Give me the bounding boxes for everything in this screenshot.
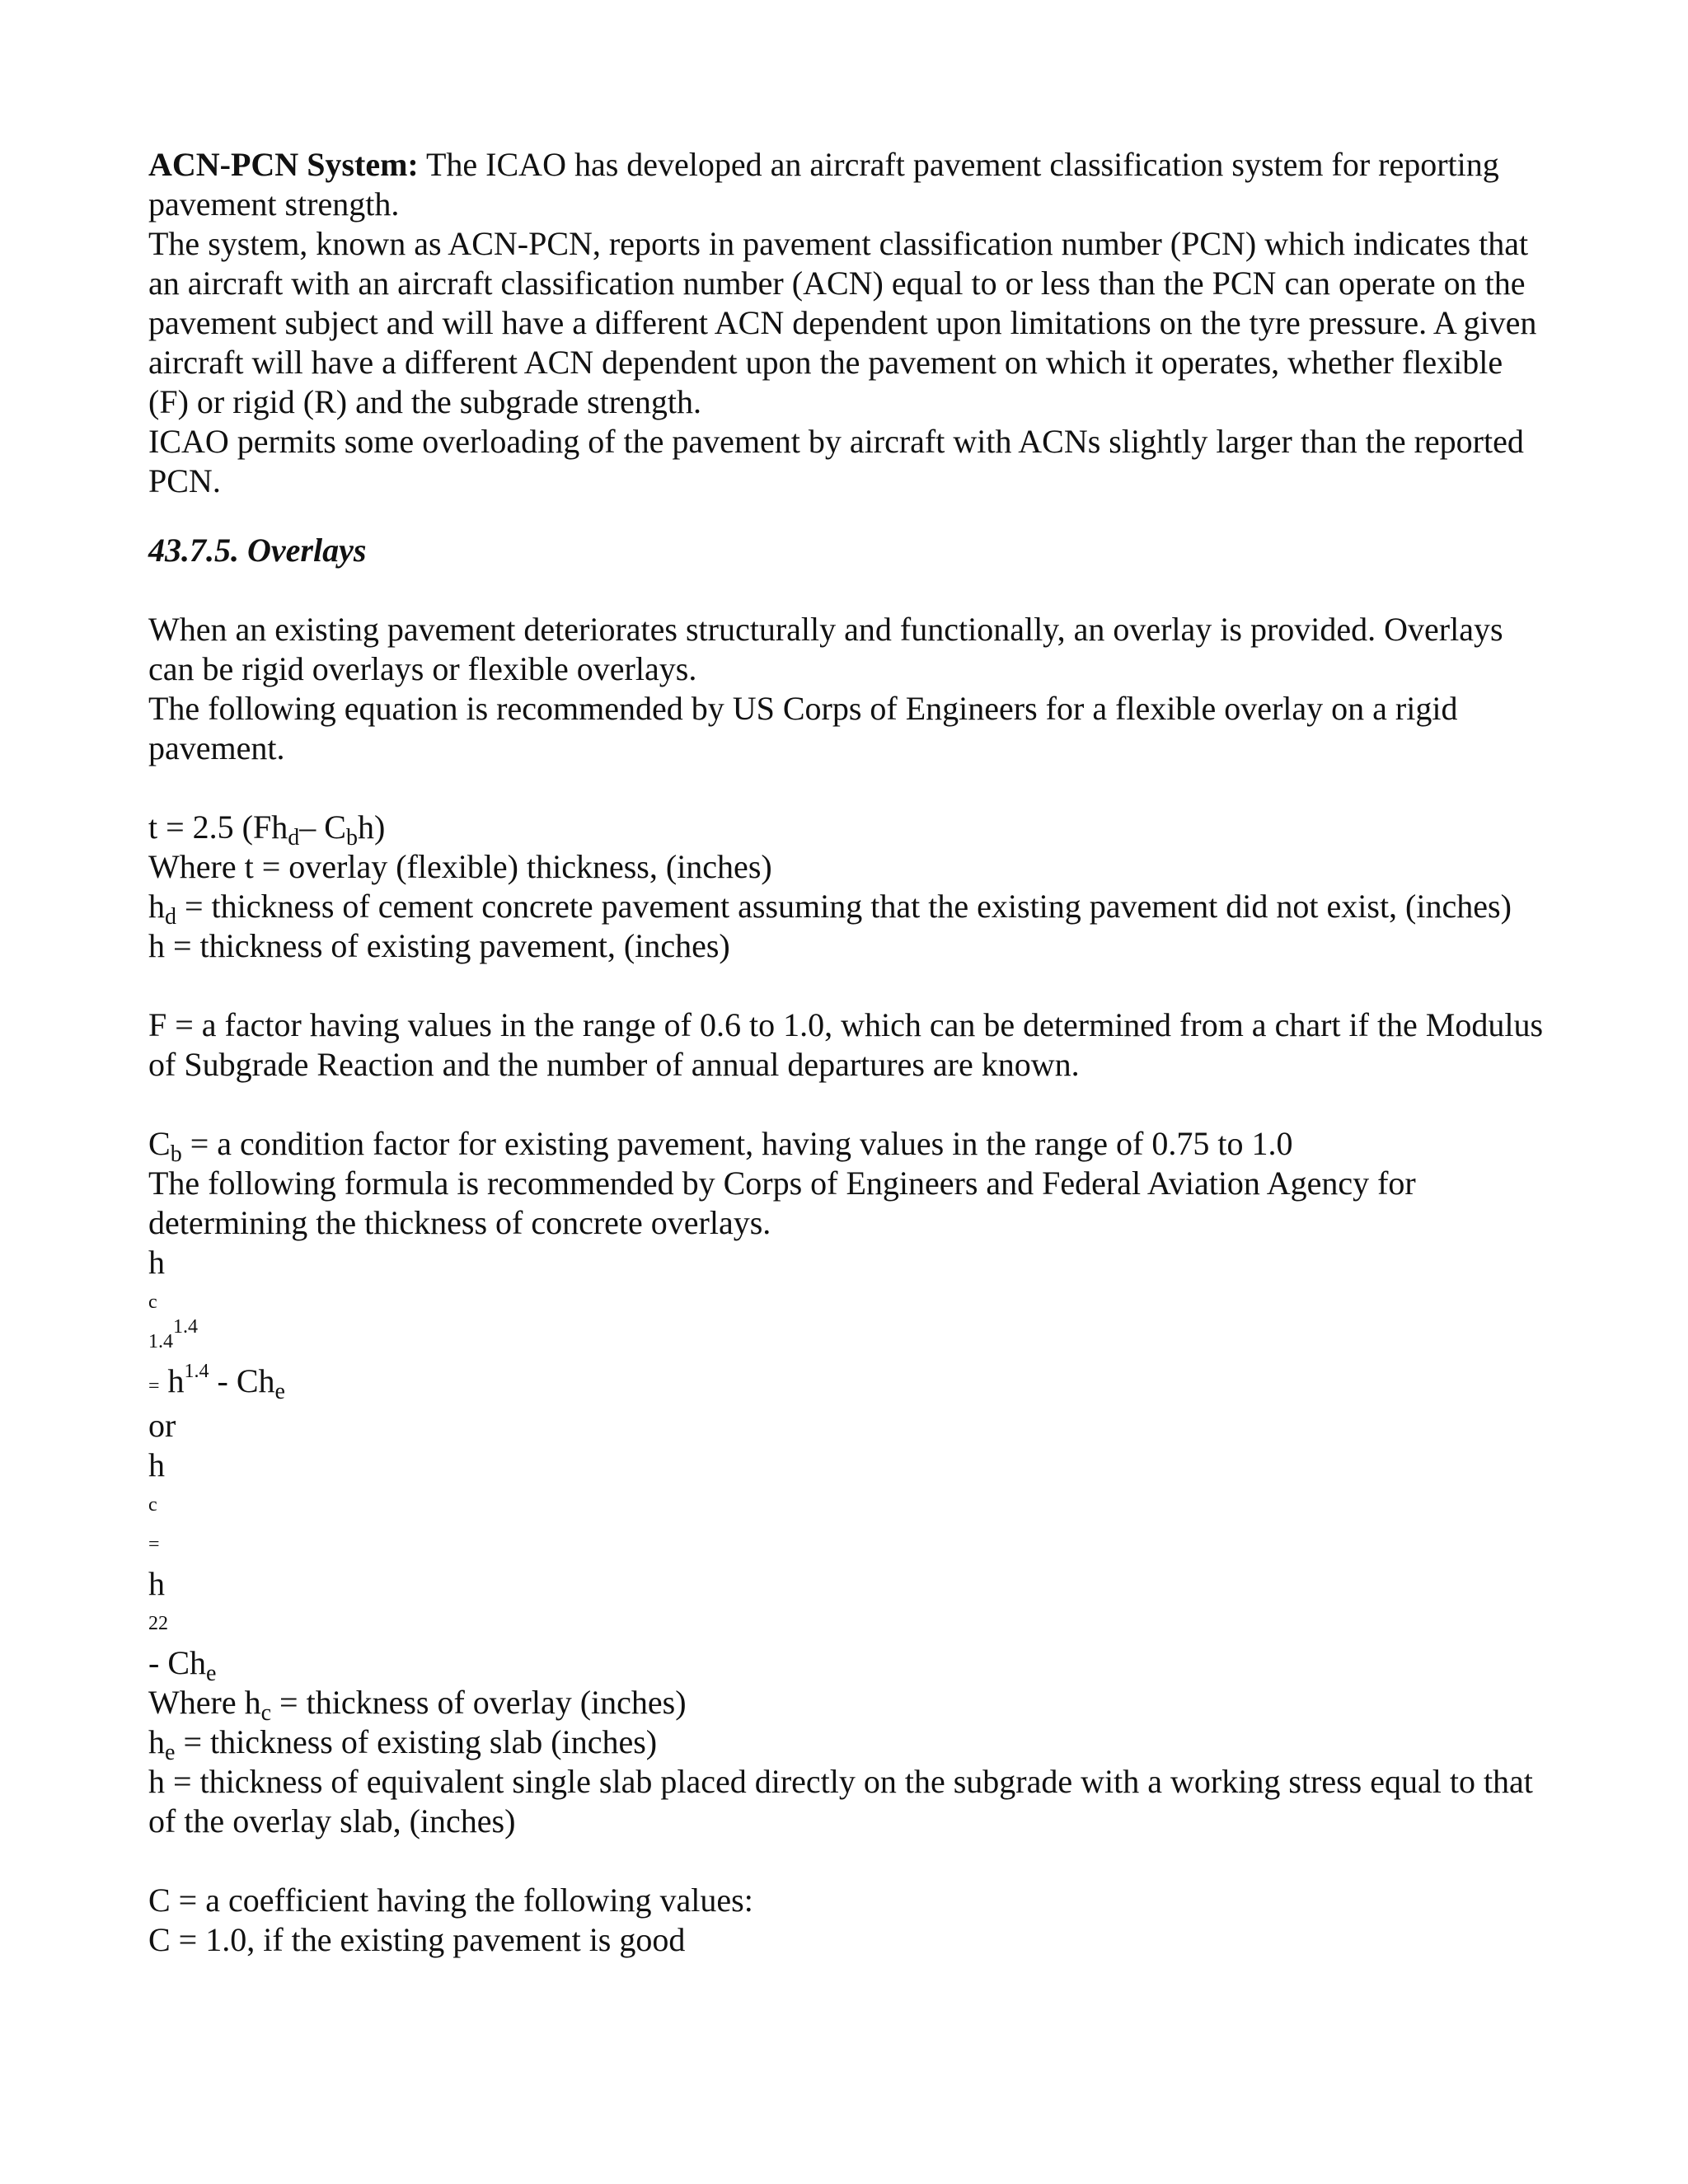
- formula-fragment-h2: h: [148, 1446, 165, 1483]
- eq-h-sup: 1.4: [184, 1361, 209, 1382]
- he-text: = thickness of existing slab (inches): [175, 1723, 658, 1760]
- eq-part-b: – C: [299, 808, 346, 846]
- flexible-overlay-equation: [148, 808, 1550, 851]
- hd-text: = thickness of cement concrete pavement assuming that the existing pavement did not exist, (inches): [176, 888, 1512, 925]
- formula-fragment-h: h: [148, 1244, 165, 1281]
- page-content: [148, 145, 1550, 1960]
- formula-fragment-c2: c: [148, 1494, 157, 1516]
- hc-text: = thickness of overlay (inches): [271, 1684, 687, 1721]
- concrete-overlay-intro: The following formula is recommended by Corps of Engineers and Federal Aviation Agency for determining the thickness of concrete overlays.: [148, 1165, 1416, 1241]
- formula-fragment-equation: [148, 1361, 1550, 1406]
- h-definition: h = thickness of existing pavement, (inches): [148, 927, 730, 964]
- he-subscript: e: [165, 1740, 176, 1765]
- acn-pcn-intro: [148, 145, 1550, 224]
- acn-pcn-intro-text: The ICAO has developed an aircraft pavement classification system for reporting pavement strength.: [148, 146, 1499, 223]
- overlays-paragraph-1: When an existing pavement deteriorates structurally and functionally, an overlay is provided. Overlays can be rigid overlays or flexible overlays.: [148, 611, 1503, 687]
- acn-pcn-system: The system, known as ACN-PCN, reports in pavement classification number (PCN) which indicates that an aircraft with an aircraft classification number (ACN) equal to or less than the PCN can operate on the pavement subject and will have a different ACN dependent upon limitations on the tyre pressure. A given aircraft will have a different ACN dependent upon the pavement on which it operates, whether flexible (F) or rigid (R) and the subgrade strength.: [148, 225, 1537, 420]
- formula-fragment-che: [148, 1643, 1550, 1686]
- formula-fragment-equals: =: [148, 1534, 160, 1555]
- cb-symbol: C: [148, 1125, 171, 1162]
- cb-subscript: b: [170, 1141, 182, 1167]
- hc-definition: [148, 1683, 1550, 1726]
- h-equivalent-definition: h = thickness of equivalent single slab placed directly on the subgrade with a working stress equal to that of the overlay slab, (inches): [148, 1763, 1533, 1840]
- eq-sub-b: b: [345, 825, 358, 851]
- eq-sub-d: d: [288, 825, 300, 851]
- factor-f-definition: F = a factor having values in the range of 0.6 to 1.0, which can be determined from a chart if the Modulus of Subgrade Reaction and the number of annual departures are known.: [148, 1006, 1544, 1083]
- hd-definition: [148, 887, 1550, 930]
- formula-fragment-c: c: [148, 1291, 157, 1313]
- eq-sign: =: [148, 1376, 160, 1397]
- formula-fragment-or: or: [148, 1407, 176, 1444]
- cb-text: = a condition factor for existing pavement, having values in the range of 0.75 to 1.0: [181, 1125, 1293, 1162]
- section-heading: 43.7.5. Overlays: [148, 532, 367, 569]
- che-sub: e: [206, 1661, 217, 1686]
- he-definition: [148, 1722, 1550, 1765]
- exp-base: 1.4: [148, 1331, 173, 1352]
- eq-ch-sub: e: [274, 1379, 285, 1404]
- acn-pcn-overloading: ICAO permits some overloading of the pavement by aircraft with ACNs slightly larger than the reported PCN.: [148, 423, 1524, 499]
- formula-fragment-exponent: [148, 1316, 1550, 1361]
- hd-symbol: h: [148, 888, 165, 925]
- eq-part-a: t = 2.5 (Fh: [148, 808, 288, 846]
- eq-h: h: [159, 1362, 185, 1399]
- coefficient-c-good: C = 1.0, if the existing pavement is good: [148, 1921, 686, 1958]
- formula-fragment-h3: h: [148, 1565, 165, 1602]
- formula-fragment-22: 22: [148, 1613, 168, 1634]
- hc-lead: Where h: [148, 1684, 261, 1721]
- exp-sup: 1.4: [173, 1316, 198, 1338]
- he-symbol: h: [148, 1723, 165, 1760]
- che-text: - Ch: [148, 1644, 206, 1681]
- hd-subscript: d: [165, 904, 176, 930]
- where-t-definition: Where t = overlay (flexible) thickness, (inches): [148, 848, 772, 885]
- eq-ch: - Ch: [209, 1362, 275, 1399]
- overlays-paragraph-2: The following equation is recommended by US Corps of Engineers for a flexible overlay on a rigid pavement.: [148, 690, 1458, 766]
- acn-pcn-lead: ACN-PCN System:: [148, 146, 419, 183]
- coefficient-c-definition: C = a coefficient having the following values:: [148, 1882, 753, 1919]
- hc-subscript: c: [260, 1700, 272, 1726]
- eq-part-c: h): [357, 808, 386, 846]
- factor-cb-definition: [148, 1124, 1550, 1167]
